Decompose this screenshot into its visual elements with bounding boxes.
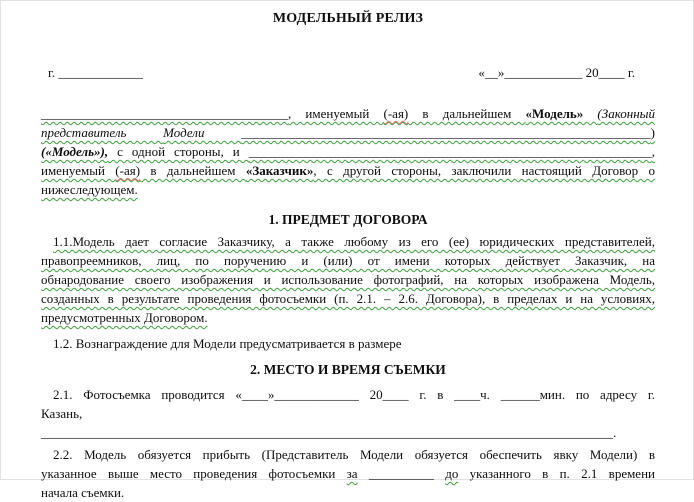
paragraph-2-1-line-1 [41,385,655,404]
text-run: Казань, [41,406,83,421]
blank-field: _______________________________________________________________ [241,125,651,140]
paragraph-1-2 [41,334,655,353]
blank-field: ______________________________________ [41,106,288,121]
text-run: до [445,466,459,481]
section-2-heading: 2. МЕСТО И ВРЕМЯ СЪЕМКИ [250,362,446,377]
text-run: нижеследующем. [41,182,138,197]
text-run: , именуемый [288,106,384,121]
intro-line-3 [41,142,655,161]
text-run: указанного в п. 2.1 времени [458,466,655,481]
blank-field: __________ [357,466,446,481]
city-field: г. _____________ [48,65,143,80]
intro-line-4 [41,161,655,180]
text-run: 2.1. Фотосъемка проводится «____»_____________ 20____ г. в ____ч. ______мин. по адресу г. [53,387,655,402]
paragraph-1-1-line-4 [41,289,655,308]
paragraph-2-2-line-3 [41,483,655,502]
paragraph-1-1-line-3 [41,270,655,289]
text-run: ) [650,125,656,140]
text-run: , [651,144,655,159]
text-run: (-ая) [383,106,409,121]
text-run: с одной стороны, и [108,144,249,159]
model-term: («Модель»), [41,144,109,159]
paragraph-2-1 [41,385,655,442]
text-run: 1.1.Модель дает согласие Заказчику, а также любому из его (ее) юридических представителей, [53,234,655,249]
intro-paragraph [41,104,655,199]
intro-line-2 [41,123,655,142]
paragraph-2-2 [41,445,655,502]
blank-field: ______________________________________________________________ [248,144,652,159]
paragraph-1-1 [41,232,655,327]
paragraph-1-1-line-2 [41,251,655,270]
text-run: предусмотренных Договором. [41,310,208,325]
intro-line-5 [41,180,655,199]
text-run: созданных в результате проведения фотосъемки (п. 2.1. – 2.6. Договора), в пределах и на условиях, [41,291,655,306]
blank-field: ________________________________________________________________________________________ [41,425,613,440]
text-run: . [613,425,617,440]
paragraph-2-2-line-2 [41,464,655,483]
document-title: МОДЕЛЬНЫЙ РЕЛИЗ [272,11,424,26]
date-field: «__»____________ 20____ г. [478,65,635,80]
intro-line-1 [41,104,655,123]
customer-term: «Заказчик» [245,163,314,178]
text-run: 2.2. Модель обязуется прибыть (Представитель Модели обязуется обеспечить явку Модели) в [53,447,655,462]
paragraph-1-1-line-1 [41,232,655,251]
document-body [41,1,655,502]
paragraph-1-1-line-5 [41,308,655,327]
text-run: в дальнейшем [140,163,246,178]
text-run: в дальнейшем [408,106,526,121]
model-term: «Модель» [525,106,598,121]
text-run: , с другой стороны, заключили настоящий Договор о [313,163,655,178]
paragraph-2-2-line-1 [41,445,655,464]
text-run: представитель [41,125,164,140]
text-run: (-ая) [115,163,141,178]
date-line [41,63,655,82]
text-run: за [346,466,358,481]
text-run: обнародование своего изображения и использование фотографий, на которых изображена Модель, [41,272,655,287]
text-run: 1.2. Вознаграждение для Модели предусматривается в размере [53,336,402,351]
section-1-heading: 1. ПРЕДМЕТ ДОГОВОРА [268,212,428,227]
text-run: указанное выше место проведения фотосъемки [41,466,347,481]
text-run: правопреемников, лиц, по поручению и (или) от имени которых действует Заказчик, на [41,253,655,268]
text-run: начала съемки. [41,485,125,500]
text-run: (Законный [597,106,655,121]
text-run: именуемый [41,163,116,178]
paragraph-2-1-line-2 [41,404,655,442]
text-run: Модели [163,125,242,140]
